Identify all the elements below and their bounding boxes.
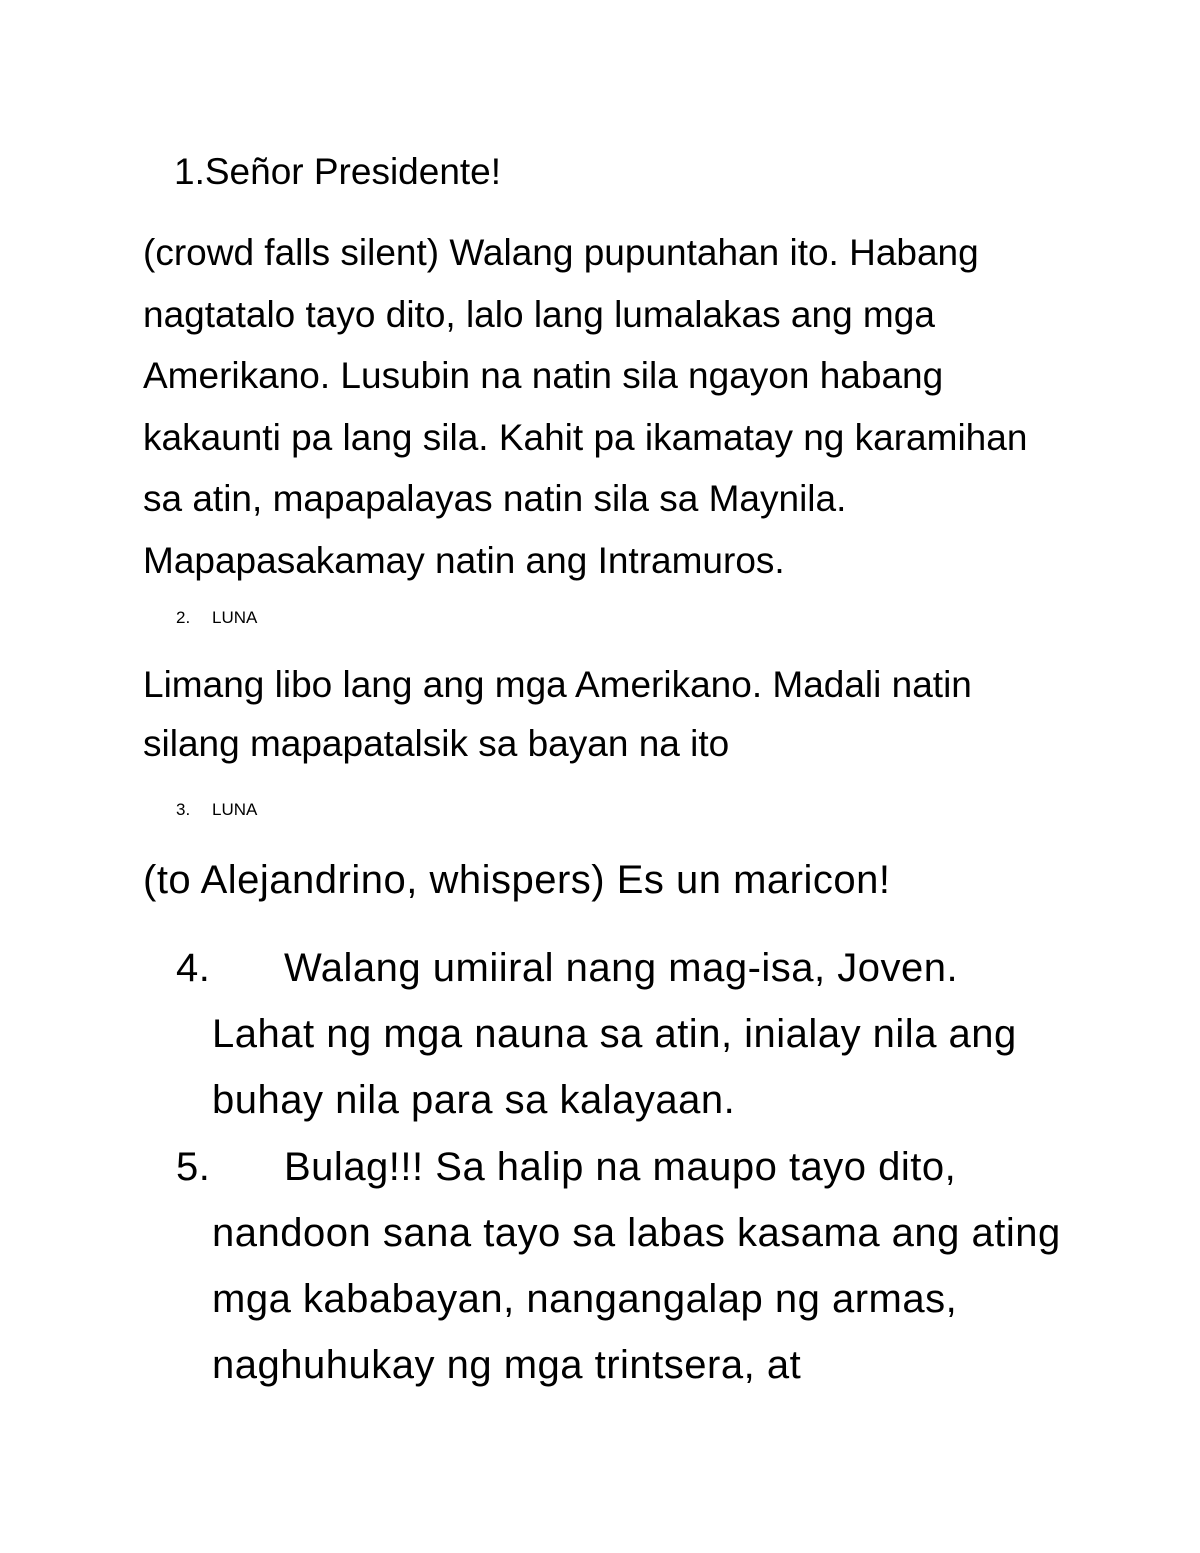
list-label-3: [176, 799, 257, 821]
list-item-4-first-line: Walang umiiral nang mag-isa, Joven.: [284, 946, 959, 990]
list-item-4-number: 4.: [176, 946, 211, 990]
line-1-heading: 1.Señor Presidente!: [174, 151, 502, 192]
list-item-4: [176, 935, 1076, 1133]
paragraph-3: (to Alejandrino, whispers) Es un maricon!: [143, 858, 891, 902]
list-item-5-continuation: nandoon sana tayo sa labas kasama ang ating mga kababayan, nangangalap ng armas, naghuhukay ng mga trintsera, at: [212, 1211, 1061, 1387]
list-label-2-number: 2.: [176, 608, 191, 627]
list-label-2: [176, 607, 257, 629]
list-item-5: [176, 1134, 1076, 1398]
list-label-3-text: LUNA: [212, 800, 258, 819]
paragraph-2: Limang libo lang ang mga Amerikano. Madali natin silang mapapatalsik sa bayan na ito: [143, 664, 972, 764]
list-item-5-first-line: Bulag!!! Sa halip na maupo tayo dito,: [284, 1145, 957, 1189]
list-item-4-continuation: Lahat ng mga nauna sa atin, inialay nila ang buhay nila para sa kalayaan.: [212, 1012, 1017, 1122]
list-label-2-text: LUNA: [212, 608, 258, 627]
paragraph-1: (crowd falls silent) Walang pupuntahan ito. Habang nagtatalo tayo dito, lalo lang lumalakas ang mga Amerikano. Lusubin na natin sila ngayon habang kakaunti pa lang sila. Kahit pa ikamatay ng karamihan sa atin, mapapalayas natin sila sa Maynila. Mapapasakamay natin ang Intramuros.: [143, 232, 1028, 581]
list-label-3-number: 3.: [176, 800, 191, 819]
list-item-5-number: 5.: [176, 1145, 211, 1189]
